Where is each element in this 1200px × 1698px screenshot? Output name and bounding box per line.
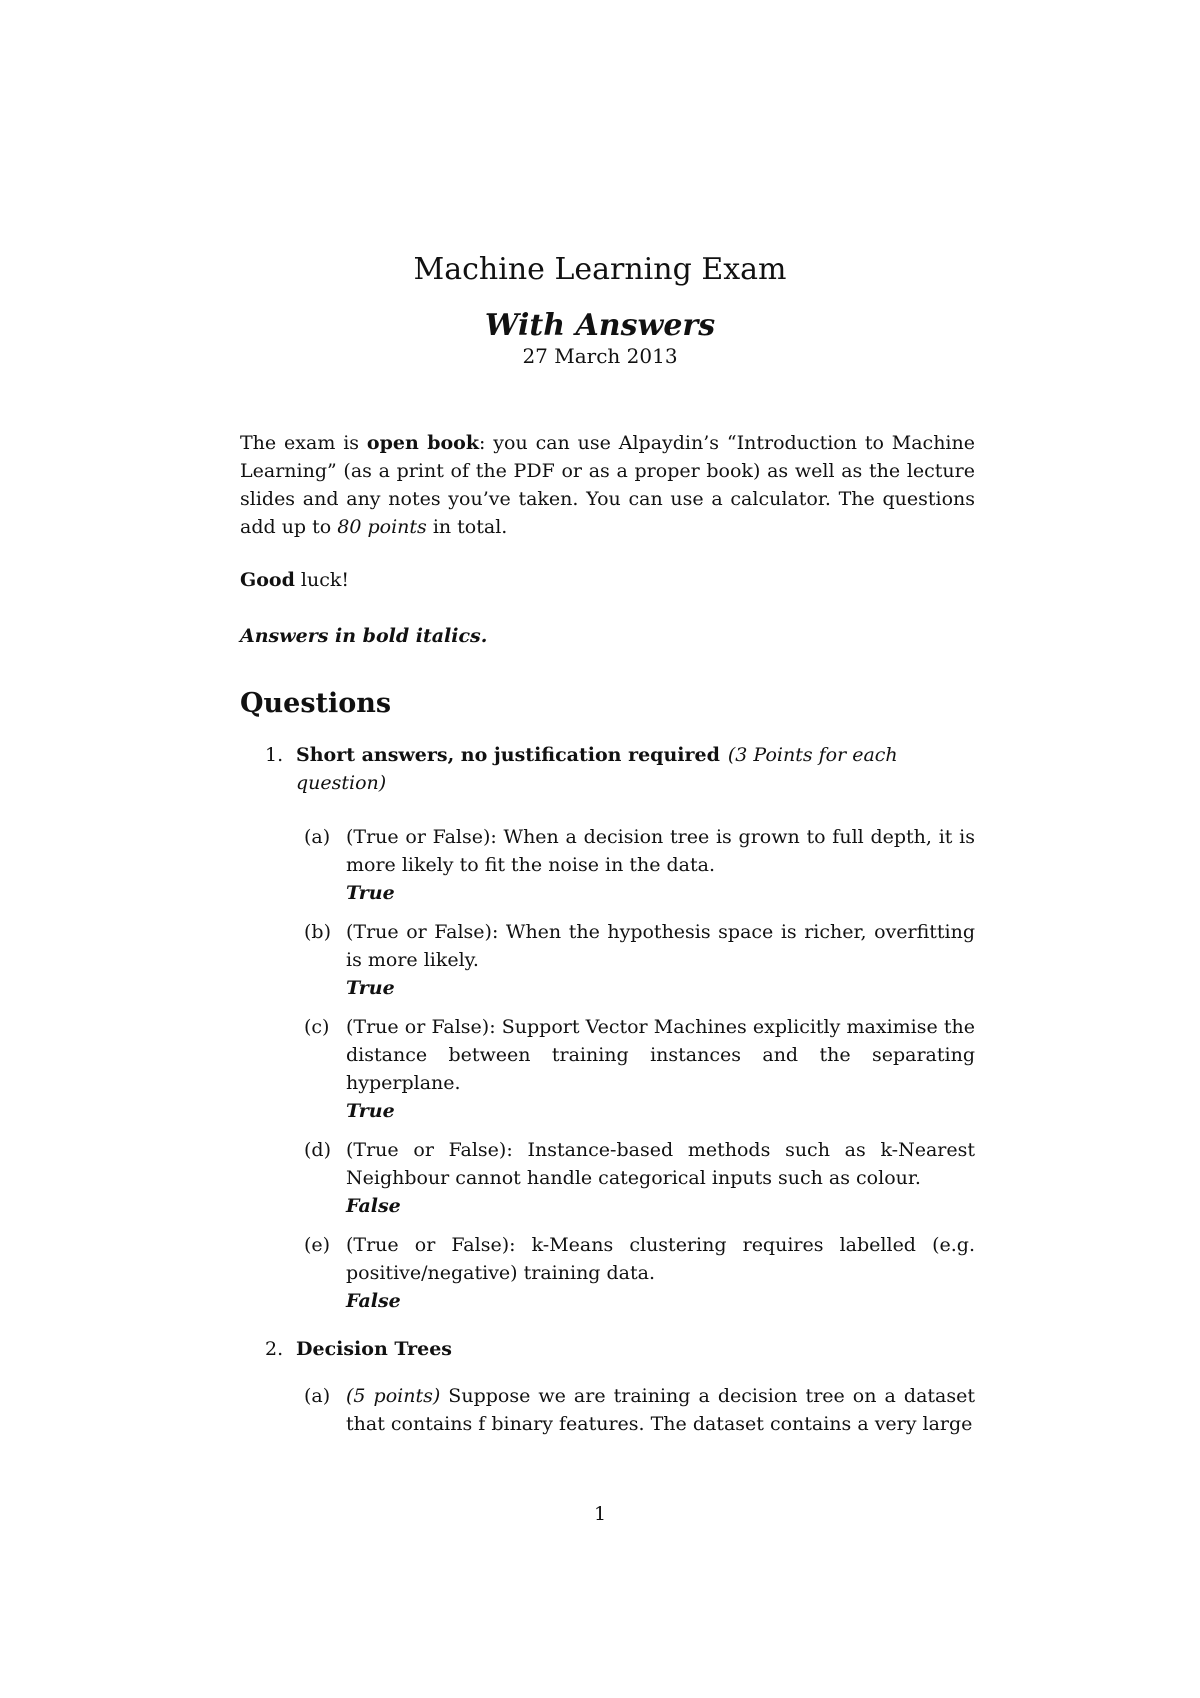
question-1: [265, 741, 975, 1326]
subquestion: [304, 1013, 975, 1125]
subquestion-points: (5 points): [346, 1385, 441, 1407]
subquestion: [304, 1136, 975, 1220]
question-number: 1.: [265, 744, 284, 766]
answer: False: [346, 1195, 401, 1217]
document-subtitle: With Answers: [484, 308, 716, 343]
intro-text-2: : you can use Alpaydin’s “Introduction to Machine Learning” (as a print of the PDF or as a proper book) as well as the lecture slides and any notes you’ve taken. You can use a calculator. The questions add up to: [240, 432, 975, 538]
question-number: 2.: [265, 1338, 284, 1360]
true-false-tag: (True or False): [346, 1139, 507, 1161]
subquestion: [304, 918, 975, 1002]
subquestion: [304, 823, 975, 907]
question-body: [296, 741, 975, 797]
answer: False: [346, 1290, 401, 1312]
intro-text-1: The exam is: [240, 432, 367, 454]
good-luck-rest: luck!: [294, 569, 350, 591]
subquestion-text: : Instance-based methods such as k-Nearest Neighbour cannot handle categorical inputs such as colour.: [346, 1139, 975, 1189]
answer: True: [346, 1100, 395, 1122]
subquestion-label: (e): [304, 1234, 331, 1256]
section-heading: Questions: [240, 688, 392, 719]
subquestion: [304, 1382, 975, 1438]
subquestion: [304, 1231, 975, 1315]
subquestion-label: (a): [304, 826, 331, 848]
question-2: [265, 1335, 975, 1449]
true-false-tag: (True or False): [346, 1016, 490, 1038]
document-title: Machine Learning Exam: [413, 252, 787, 287]
intro-open-book: open book: [366, 432, 480, 454]
subquestion-label: (c): [304, 1016, 330, 1038]
subquestion-text: : k-Means clustering requires labelled (e.g. positive/negative) training data.: [346, 1234, 975, 1284]
subquestion-list: [304, 823, 975, 1315]
subquestion-text: Suppose we are training a decision tree on a dataset that contains f binary features. The dataset contains a very large: [346, 1385, 975, 1435]
intro-text-3: in total.: [426, 516, 508, 538]
true-false-tag: (True or False): [346, 921, 492, 943]
good-luck: [240, 566, 349, 594]
subquestion-label: (d): [304, 1139, 331, 1161]
subquestion-label: (b): [304, 921, 331, 943]
good-luck-bold: Good: [240, 569, 295, 591]
answer: True: [346, 977, 395, 999]
true-false-tag: (True or False): [346, 1234, 510, 1256]
document-date: 27 March 2013: [522, 344, 678, 368]
answers-note: Answers in bold italics.: [240, 625, 488, 647]
question-title: Decision Trees: [296, 1338, 453, 1360]
subquestion-text: : When a decision tree is grown to full depth, it is more likely to fit the noise in the data.: [346, 826, 975, 876]
subquestion-label: (a): [304, 1385, 331, 1407]
subquestion-text: : When the hypothesis space is richer, overfitting is more likely.: [346, 921, 975, 971]
page-number: 1: [593, 1503, 607, 1525]
answer: True: [346, 882, 395, 904]
true-false-tag: (True or False): [346, 826, 491, 848]
subquestion-text: : Support Vector Machines explicitly maximise the distance between training instances and the separating hyperplane.: [346, 1016, 975, 1094]
question-points: (3 Points for each question): [296, 744, 898, 794]
intro-total-points: 80 points: [337, 516, 427, 538]
question-body: [296, 1335, 975, 1363]
subquestion-list: [304, 1382, 975, 1438]
question-title: Short answers, no justification required: [296, 744, 720, 766]
intro-paragraph: [240, 429, 975, 541]
